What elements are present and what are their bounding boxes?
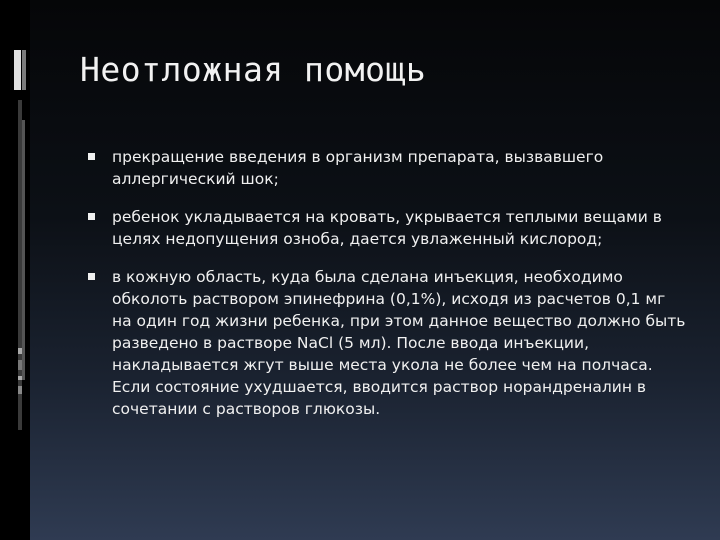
list-item-text: прекращение введения в организм препарата, вызвавшего аллергический шок; — [112, 148, 604, 188]
decorative-bar — [14, 50, 21, 90]
decorative-square — [18, 386, 22, 394]
decorative-bar — [22, 120, 25, 380]
decorative-bar — [22, 50, 26, 90]
list-item — [88, 206, 688, 250]
list-item — [88, 146, 688, 190]
square-bullet-icon — [88, 153, 95, 160]
square-bullet-icon — [88, 273, 95, 280]
decorative-square — [18, 360, 22, 370]
square-bullet-icon — [88, 213, 95, 220]
list-item-text: в кожную область, куда была сделана инъекция, необходимо обколоть раствором эпинефрина (0,1%), исходя из расчетов 0,1 мг на один год жизни ребенка, при этом данное вещество должно быть разведено в растворе NaCl (5 мл). После ввода инъекции, накладывается жгут выше места укола не более чем на полчаса. Если состояние ухудшается, вводится раствор норандреналин в сочетании с растворов глюкозы. — [112, 268, 686, 418]
list-item-text: ребенок укладывается на кровать, укрывается теплыми вещами в целях недопущения озноба, дается увлаженный кислород; — [112, 208, 662, 248]
slide-title: Неотложная помощь — [80, 50, 427, 89]
decorative-square — [18, 376, 22, 380]
list-item — [88, 266, 688, 420]
bullet-list — [88, 146, 688, 436]
decorative-square — [18, 348, 22, 354]
